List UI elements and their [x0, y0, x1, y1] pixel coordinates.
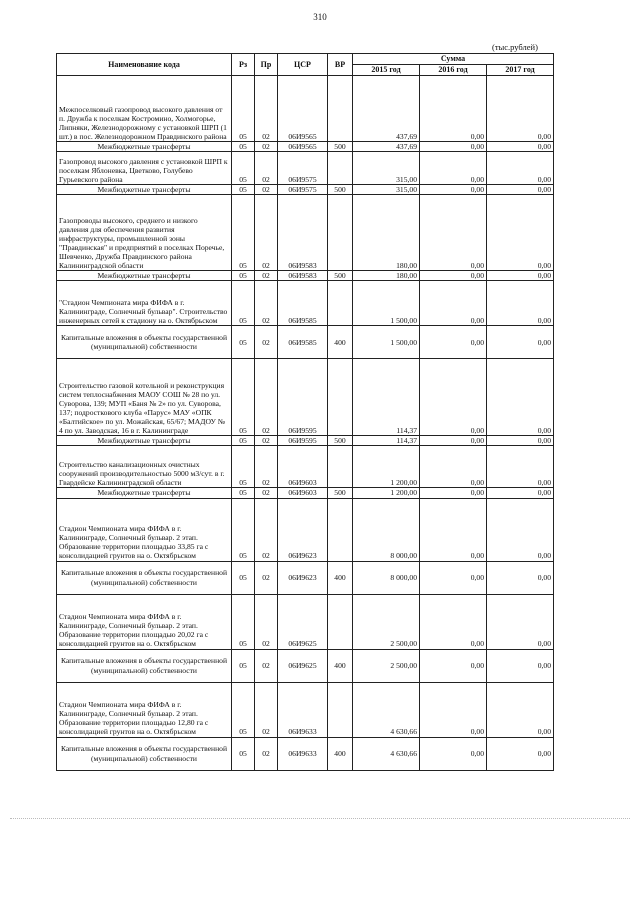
row-2017-cell: 0,00: [487, 195, 554, 271]
scan-artifact-line: [10, 818, 630, 819]
row-pr-cell: 02: [255, 281, 278, 326]
row-vr-cell: 400: [328, 737, 353, 770]
row-pr-cell: 02: [255, 488, 278, 498]
row-csr-cell: 06И9633: [278, 682, 328, 737]
row-csr-cell: 06И9603: [278, 488, 328, 498]
table-row: [57, 142, 554, 152]
row-2016-cell: 0,00: [420, 185, 487, 195]
row-2017-cell: 0,00: [487, 76, 554, 142]
row-2015-cell: 437,69: [353, 142, 420, 152]
row-rz-cell: 05: [232, 271, 255, 281]
row-2016-cell: 0,00: [420, 359, 487, 436]
row-2016-cell: 0,00: [420, 561, 487, 594]
table-row: [57, 498, 554, 561]
row-csr-cell: 06И9625: [278, 649, 328, 682]
row-pr-cell: 02: [255, 561, 278, 594]
table-row: [57, 271, 554, 281]
row-2016-cell: 0,00: [420, 737, 487, 770]
row-name-cell: Стадион Чемпионата мира ФИФА в г. Калининграде, Солнечный бульвар. 2 этап. Образование территории площадью 20,02 га с консолидацией грунтов на о. Октябрьском: [57, 594, 232, 649]
row-name-cell: Газопроводы высокого, среднего и низкого давления для обеспечения развития инфраструктуры, промышленной зоны "Правдинская" и предприятий в поселках Поречье, Шевченко, Дружба Правдинского района Калининградской области: [57, 195, 232, 271]
row-2015-cell: 114,37: [353, 359, 420, 436]
row-vr-cell: [328, 281, 353, 326]
row-vr-cell: 400: [328, 649, 353, 682]
row-rz-cell: 05: [232, 185, 255, 195]
row-pr-cell: 02: [255, 142, 278, 152]
row-name-cell: Стадион Чемпионата мира ФИФА в г. Калининграде, Солнечный бульвар. 2 этап. Образование территории площадью 12,80 га с консолидацией грунтов на о. Октябрьском: [57, 682, 232, 737]
col-header-2016: 2016 год: [420, 65, 487, 76]
row-2016-cell: 0,00: [420, 649, 487, 682]
row-2017-cell: 0,00: [487, 281, 554, 326]
row-2015-cell: 180,00: [353, 271, 420, 281]
row-vr-cell: [328, 446, 353, 488]
row-pr-cell: 02: [255, 436, 278, 446]
row-2017-cell: 0,00: [487, 737, 554, 770]
row-2015-cell: 1 500,00: [353, 281, 420, 326]
row-2015-cell: 315,00: [353, 152, 420, 185]
row-rz-cell: 05: [232, 326, 255, 359]
row-2015-cell: 114,37: [353, 436, 420, 446]
row-2016-cell: 0,00: [420, 152, 487, 185]
row-2016-cell: 0,00: [420, 281, 487, 326]
table-row: [57, 737, 554, 770]
table-row: [57, 76, 554, 142]
row-pr-cell: 02: [255, 185, 278, 195]
row-name-cell: Межбюджетные трансферты: [57, 436, 232, 446]
row-2015-cell: 2 500,00: [353, 649, 420, 682]
row-vr-cell: 500: [328, 185, 353, 195]
row-rz-cell: 05: [232, 488, 255, 498]
row-name-cell: Капитальные вложения в объекты государственной (муниципальной) собственности: [57, 326, 232, 359]
table-row: [57, 488, 554, 498]
row-2016-cell: 0,00: [420, 682, 487, 737]
units-label: (тыс.рублей): [492, 42, 538, 52]
row-name-cell: Межпоселковый газопровод высокого давления от п. Дружба к поселкам Костромино, Холмогорье, Липняки, Железнодорожному с установкой ШРП (1 шт.) в пос. Железнодорожном Правдинского района: [57, 76, 232, 142]
table-row: [57, 152, 554, 185]
row-vr-cell: 400: [328, 326, 353, 359]
row-name-cell: Межбюджетные трансферты: [57, 271, 232, 281]
row-2017-cell: 0,00: [487, 446, 554, 488]
row-rz-cell: 05: [232, 737, 255, 770]
row-name-cell: Капитальные вложения в объекты государственной (муниципальной) собственности: [57, 561, 232, 594]
row-pr-cell: 02: [255, 737, 278, 770]
col-header-vr: ВР: [328, 54, 353, 76]
table-row: [57, 281, 554, 326]
table-row: [57, 446, 554, 488]
table-row: [57, 185, 554, 195]
row-pr-cell: 02: [255, 649, 278, 682]
row-2017-cell: 0,00: [487, 594, 554, 649]
row-csr-cell: 06И9623: [278, 498, 328, 561]
row-2015-cell: 8 000,00: [353, 498, 420, 561]
row-name-cell: Межбюджетные трансферты: [57, 142, 232, 152]
row-vr-cell: 500: [328, 488, 353, 498]
col-header-name: Наименование кода: [57, 54, 232, 76]
row-2015-cell: 180,00: [353, 195, 420, 271]
row-name-cell: "Стадион Чемпионата мира ФИФА в г. Калининграде, Солнечный бульвар". Строительство инженерных сетей к стадиону на о. Октябрьском: [57, 281, 232, 326]
col-header-sum: Сумма: [353, 54, 554, 65]
row-name-cell: Строительство канализационных очистных сооружений производительностью 5000 м3/сут. в г. Гвардейске Калининградской области: [57, 446, 232, 488]
col-header-rz: Рз: [232, 54, 255, 76]
row-vr-cell: [328, 76, 353, 142]
row-rz-cell: 05: [232, 436, 255, 446]
row-rz-cell: 05: [232, 649, 255, 682]
row-pr-cell: 02: [255, 682, 278, 737]
row-2016-cell: 0,00: [420, 498, 487, 561]
row-csr-cell: 06И9595: [278, 359, 328, 436]
row-vr-cell: [328, 359, 353, 436]
row-2017-cell: 0,00: [487, 152, 554, 185]
row-csr-cell: 06И9595: [278, 436, 328, 446]
row-pr-cell: 02: [255, 498, 278, 561]
row-csr-cell: 06И9623: [278, 561, 328, 594]
row-2017-cell: 0,00: [487, 142, 554, 152]
row-csr-cell: 06И9585: [278, 281, 328, 326]
table-body: [57, 76, 554, 771]
table-row: [57, 682, 554, 737]
table-row: [57, 436, 554, 446]
row-csr-cell: 06И9565: [278, 142, 328, 152]
row-pr-cell: 02: [255, 76, 278, 142]
row-2015-cell: 8 000,00: [353, 561, 420, 594]
row-pr-cell: 02: [255, 271, 278, 281]
col-header-pr: Пр: [255, 54, 278, 76]
row-2016-cell: 0,00: [420, 142, 487, 152]
row-vr-cell: [328, 195, 353, 271]
table-row: [57, 649, 554, 682]
row-pr-cell: 02: [255, 446, 278, 488]
row-2015-cell: 2 500,00: [353, 594, 420, 649]
row-2017-cell: 0,00: [487, 271, 554, 281]
row-2017-cell: 0,00: [487, 498, 554, 561]
row-name-cell: Капитальные вложения в объекты государственной (муниципальной) собственности: [57, 649, 232, 682]
row-rz-cell: 05: [232, 594, 255, 649]
row-name-cell: Строительство газовой котельной и реконструкция систем теплоснабжения МАОУ СОШ № 28 по ул. Суворова, 139; МУП «Баня № 2» по ул. Суворова, 137; подросткового клуба «Парус» МАУ «ОПК «Балтийское» по ул. Можайская, 65/67; МАДОУ № 4 по ул. Заводская, 16 в г. Калининграде: [57, 359, 232, 436]
row-2017-cell: 0,00: [487, 359, 554, 436]
row-2017-cell: 0,00: [487, 649, 554, 682]
row-csr-cell: 06И9625: [278, 594, 328, 649]
row-csr-cell: 06И9583: [278, 271, 328, 281]
row-rz-cell: 05: [232, 152, 255, 185]
row-csr-cell: 06И9633: [278, 737, 328, 770]
row-rz-cell: 05: [232, 195, 255, 271]
row-2016-cell: 0,00: [420, 594, 487, 649]
row-pr-cell: 02: [255, 195, 278, 271]
row-pr-cell: 02: [255, 359, 278, 436]
row-csr-cell: 06И9603: [278, 446, 328, 488]
row-2017-cell: 0,00: [487, 185, 554, 195]
row-vr-cell: [328, 682, 353, 737]
row-name-cell: Межбюджетные трансферты: [57, 488, 232, 498]
row-rz-cell: 05: [232, 682, 255, 737]
row-2015-cell: 4 630,66: [353, 682, 420, 737]
row-rz-cell: 05: [232, 281, 255, 326]
table-row: [57, 594, 554, 649]
row-csr-cell: 06И9575: [278, 185, 328, 195]
row-2017-cell: 0,00: [487, 561, 554, 594]
table-row: [57, 326, 554, 359]
row-rz-cell: 05: [232, 561, 255, 594]
col-header-csr: ЦСР: [278, 54, 328, 76]
row-2016-cell: 0,00: [420, 488, 487, 498]
row-pr-cell: 02: [255, 594, 278, 649]
row-name-cell: Стадион Чемпионата мира ФИФА в г. Калининграде, Солнечный бульвар. 2 этап. Образование территории площадью 33,85 га с консолидацией грунтов на о. Октябрьском: [57, 498, 232, 561]
row-name-cell: Межбюджетные трансферты: [57, 185, 232, 195]
page-number: 310: [313, 12, 327, 22]
row-rz-cell: 05: [232, 76, 255, 142]
col-header-2017: 2017 год: [487, 65, 554, 76]
table-row: [57, 561, 554, 594]
budget-table: [56, 53, 554, 771]
row-2016-cell: 0,00: [420, 195, 487, 271]
row-vr-cell: 500: [328, 271, 353, 281]
row-2015-cell: 1 200,00: [353, 488, 420, 498]
table-row: [57, 195, 554, 271]
row-2017-cell: 0,00: [487, 436, 554, 446]
row-2016-cell: 0,00: [420, 326, 487, 359]
row-2015-cell: 315,00: [353, 185, 420, 195]
row-2015-cell: 1 200,00: [353, 446, 420, 488]
row-vr-cell: [328, 594, 353, 649]
row-vr-cell: [328, 498, 353, 561]
row-vr-cell: 500: [328, 436, 353, 446]
row-pr-cell: 02: [255, 326, 278, 359]
row-csr-cell: 06И9583: [278, 195, 328, 271]
row-name-cell: Капитальные вложения в объекты государственной (муниципальной) собственности: [57, 737, 232, 770]
row-pr-cell: 02: [255, 152, 278, 185]
row-2017-cell: 0,00: [487, 488, 554, 498]
row-csr-cell: 06И9575: [278, 152, 328, 185]
table-row: [57, 359, 554, 436]
row-2016-cell: 0,00: [420, 436, 487, 446]
row-2016-cell: 0,00: [420, 446, 487, 488]
row-2015-cell: 437,69: [353, 76, 420, 142]
row-2015-cell: 1 500,00: [353, 326, 420, 359]
row-rz-cell: 05: [232, 359, 255, 436]
row-2017-cell: 0,00: [487, 326, 554, 359]
row-2015-cell: 4 630,66: [353, 737, 420, 770]
row-2016-cell: 0,00: [420, 271, 487, 281]
row-vr-cell: 500: [328, 142, 353, 152]
table-header: [57, 54, 554, 76]
row-2016-cell: 0,00: [420, 76, 487, 142]
row-csr-cell: 06И9585: [278, 326, 328, 359]
row-rz-cell: 05: [232, 142, 255, 152]
row-csr-cell: 06И9565: [278, 76, 328, 142]
row-name-cell: Газопровод высокого давления с установкой ШРП к поселкам Яблоневка, Цветково, Голубево Гурьевского района: [57, 152, 232, 185]
row-rz-cell: 05: [232, 446, 255, 488]
row-2017-cell: 0,00: [487, 682, 554, 737]
row-vr-cell: 400: [328, 561, 353, 594]
row-rz-cell: 05: [232, 498, 255, 561]
row-vr-cell: [328, 152, 353, 185]
col-header-2015: 2015 год: [353, 65, 420, 76]
